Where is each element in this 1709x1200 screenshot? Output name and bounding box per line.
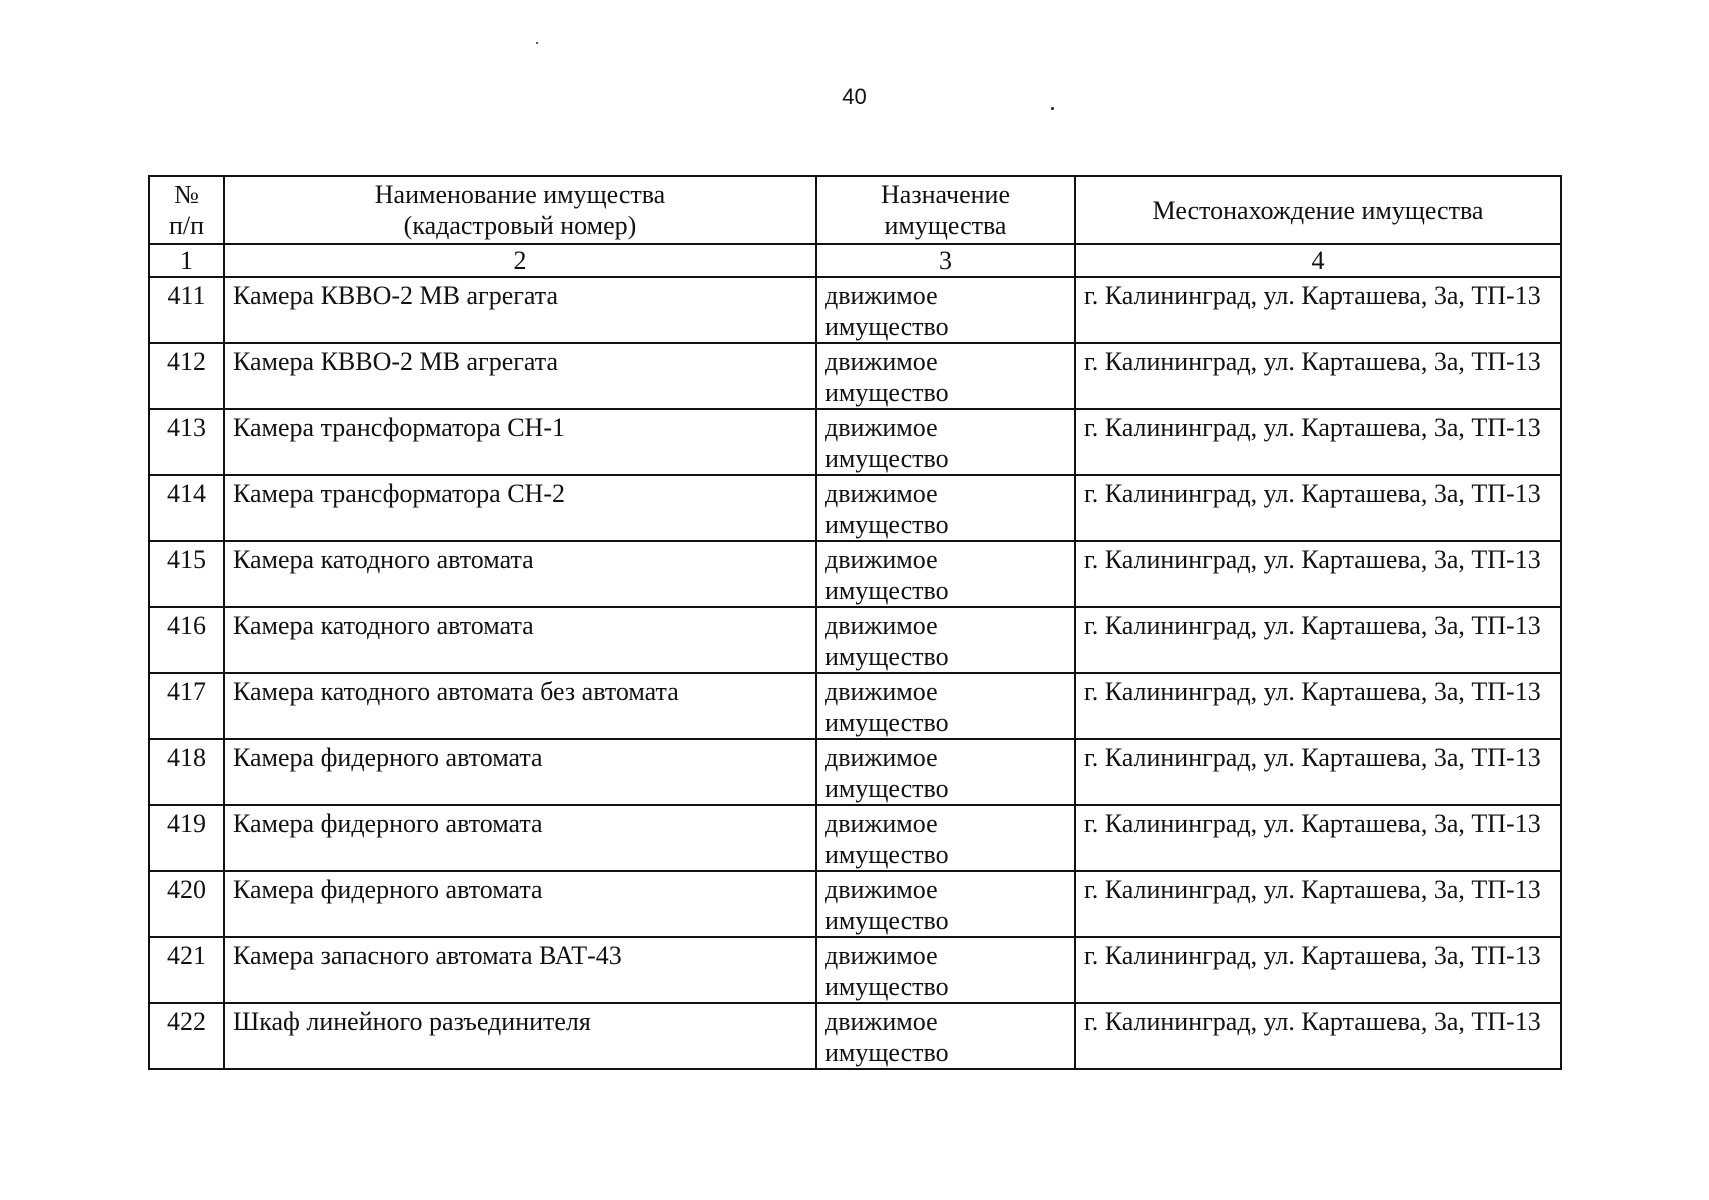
property-location-cell: г. Калининград, ул. Карташева, 3а, ТП-13: [1075, 607, 1561, 673]
column-number-row: [149, 244, 1561, 277]
header-location: Местонахождение имущества: [1075, 176, 1561, 244]
property-purpose-cell: движимое имущество: [816, 409, 1075, 475]
row-number-cell: 421: [149, 937, 224, 1003]
scan-speck: [536, 42, 538, 44]
header-purpose: Назначение имущества: [816, 176, 1075, 244]
row-number-cell: 422: [149, 1003, 224, 1069]
table-row: [149, 541, 1561, 607]
row-number-cell: 418: [149, 739, 224, 805]
header-number: № п/п: [149, 176, 224, 244]
property-location-cell: г. Калининград, ул. Карташева, 3а, ТП-13: [1075, 871, 1561, 937]
property-purpose-cell: движимое имущество: [816, 805, 1075, 871]
table-row: [149, 1003, 1561, 1069]
property-name-cell: Камера катодного автомата без автомата: [224, 673, 816, 739]
row-number-cell: 411: [149, 277, 224, 343]
property-purpose-cell: движимое имущество: [816, 343, 1075, 409]
row-number-cell: 420: [149, 871, 224, 937]
row-number-cell: 419: [149, 805, 224, 871]
table-header-row: [149, 176, 1561, 244]
row-number-cell: 413: [149, 409, 224, 475]
table-row: [149, 475, 1561, 541]
page-number: 40: [842, 84, 867, 109]
row-number-cell: 415: [149, 541, 224, 607]
property-name-cell: Камера фидерного автомата: [224, 871, 816, 937]
table-row: [149, 277, 1561, 343]
property-purpose-cell: движимое имущество: [816, 475, 1075, 541]
property-name-cell: Камера фидерного автомата: [224, 739, 816, 805]
column-number: 1: [149, 244, 224, 277]
property-location-cell: г. Калининград, ул. Карташева, 3а, ТП-13: [1075, 277, 1561, 343]
property-location-cell: г. Калининград, ул. Карташева, 3а, ТП-13: [1075, 739, 1561, 805]
column-number: 2: [224, 244, 816, 277]
property-location-cell: г. Калининград, ул. Карташева, 3а, ТП-13: [1075, 541, 1561, 607]
property-name-cell: Камера трансформатора СН-1: [224, 409, 816, 475]
property-name-cell: Камера катодного автомата: [224, 541, 816, 607]
property-name-cell: Камера КВВО-2 МВ агрегата: [224, 277, 816, 343]
column-number: 4: [1075, 244, 1561, 277]
row-number-cell: 416: [149, 607, 224, 673]
table-row: [149, 673, 1561, 739]
row-number-cell: 412: [149, 343, 224, 409]
table-row: [149, 937, 1561, 1003]
property-purpose-cell: движимое имущество: [816, 607, 1075, 673]
table-row: [149, 871, 1561, 937]
table-body: [149, 277, 1561, 1069]
property-name-cell: Камера КВВО-2 МВ агрегата: [224, 343, 816, 409]
property-name-cell: Камера катодного автомата: [224, 607, 816, 673]
property-purpose-cell: движимое имущество: [816, 1003, 1075, 1069]
property-location-cell: г. Калининград, ул. Карташева, 3а, ТП-13: [1075, 937, 1561, 1003]
row-number-cell: 414: [149, 475, 224, 541]
property-location-cell: г. Калининград, ул. Карташева, 3а, ТП-13: [1075, 805, 1561, 871]
property-name-cell: Камера фидерного автомата: [224, 805, 816, 871]
property-location-cell: г. Калининград, ул. Карташева, 3а, ТП-13: [1075, 673, 1561, 739]
table-row: [149, 343, 1561, 409]
row-number-cell: 417: [149, 673, 224, 739]
property-location-cell: г. Калининград, ул. Карташева, 3а, ТП-13: [1075, 1003, 1561, 1069]
property-location-cell: г. Калининград, ул. Карташева, 3а, ТП-13: [1075, 409, 1561, 475]
header-name: Наименование имущества (кадастровый номер): [224, 176, 816, 244]
property-purpose-cell: движимое имущество: [816, 673, 1075, 739]
column-number: 3: [816, 244, 1075, 277]
table-row: [149, 805, 1561, 871]
table-row: [149, 409, 1561, 475]
property-purpose-cell: движимое имущество: [816, 739, 1075, 805]
property-table: [148, 175, 1562, 1070]
property-name-cell: Камера запасного автомата ВАТ-43: [224, 937, 816, 1003]
table-row: [149, 607, 1561, 673]
property-name-cell: Шкаф линейного разъединителя: [224, 1003, 816, 1069]
property-purpose-cell: движимое имущество: [816, 871, 1075, 937]
table-row: [149, 739, 1561, 805]
property-purpose-cell: движимое имущество: [816, 937, 1075, 1003]
property-purpose-cell: движимое имущество: [816, 541, 1075, 607]
property-purpose-cell: движимое имущество: [816, 277, 1075, 343]
property-name-cell: Камера трансформатора СН-2: [224, 475, 816, 541]
property-location-cell: г. Калининград, ул. Карташева, 3а, ТП-13: [1075, 343, 1561, 409]
property-location-cell: г. Калининград, ул. Карташева, 3а, ТП-13: [1075, 475, 1561, 541]
